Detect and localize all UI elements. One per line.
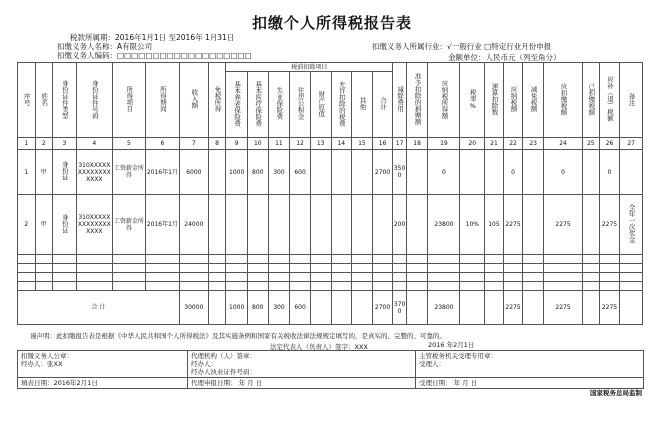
col-num: 27 bbox=[620, 138, 643, 150]
tax-authority-seal: 主管税务机关受理专用章： bbox=[419, 352, 497, 360]
cell-pension bbox=[226, 195, 248, 255]
tax-period: 税款所属期：2016年1月1日 至2016年 1月31日 bbox=[70, 33, 235, 42]
col-num: 6 bbox=[145, 138, 179, 150]
header-group-deductions: 税前扣除项目 bbox=[226, 63, 393, 72]
withholder-name: 扣缴义务人名称：A有限公司 bbox=[57, 42, 153, 51]
cell-item: 工资薪金所得 bbox=[112, 150, 145, 195]
footer-table bbox=[17, 350, 644, 389]
header-quick: 速算扣除数 bbox=[490, 82, 499, 116]
col-num: 26 bbox=[599, 138, 620, 150]
col-num: 23 bbox=[523, 138, 544, 150]
cell-housing bbox=[290, 195, 311, 255]
agency-date: 代理申报日期： 年 月 日 bbox=[188, 378, 416, 389]
cell-item: 工资薪金所得 bbox=[112, 195, 145, 255]
cell-withheld bbox=[583, 195, 600, 255]
cell-deduct: 200 bbox=[393, 195, 406, 255]
header-refund: 应补（退）税额 bbox=[605, 76, 614, 122]
header-exempt: 免税所得 bbox=[213, 86, 222, 112]
header-id-type: 身份证件类型 bbox=[60, 79, 69, 119]
col-num: 3 bbox=[53, 138, 77, 150]
cell-note bbox=[620, 150, 643, 195]
col-num: 13 bbox=[310, 138, 331, 150]
col-num: 21 bbox=[485, 138, 504, 150]
cell-other bbox=[352, 150, 373, 195]
cell-income: 6000 bbox=[179, 150, 208, 195]
empty-row bbox=[18, 273, 643, 282]
cell-seq: 1 bbox=[18, 150, 36, 195]
cell-property bbox=[310, 150, 331, 195]
cell-unemploy bbox=[268, 195, 290, 255]
cell-relief bbox=[523, 195, 544, 255]
total-taxable: 23800 bbox=[428, 291, 460, 325]
receiver: 受理人： bbox=[419, 360, 445, 368]
header-seq: 序号 bbox=[22, 92, 31, 106]
cell-rate bbox=[460, 150, 485, 195]
header-withhold: 应扣缴税额 bbox=[559, 82, 568, 116]
col-num: 20 bbox=[460, 138, 485, 150]
cell-property bbox=[310, 195, 331, 255]
total-income: 30000 bbox=[179, 291, 208, 325]
cell-quick bbox=[485, 150, 504, 195]
header-name: 姓名 bbox=[40, 92, 49, 106]
receive-date: 受理日期： 年 月 日 bbox=[416, 378, 644, 389]
header-property: 财产原值 bbox=[317, 90, 326, 117]
col-num: 17 bbox=[393, 138, 406, 150]
header-period: 所得期间 bbox=[158, 86, 167, 112]
declaration-date: 2016 年2月1日 bbox=[428, 341, 475, 349]
header-withheld: 已扣缴税额 bbox=[587, 82, 596, 116]
col-num: 8 bbox=[208, 138, 226, 150]
cell-exempt bbox=[208, 195, 226, 255]
amount-unit: 金额单位：人民币元（列至角分） bbox=[448, 53, 561, 62]
cell-taxable: 0 bbox=[428, 150, 460, 195]
header-deduct: 减除费用 bbox=[396, 86, 405, 112]
cell-id-no: 310XXXXXXXXXXXXXXXXX bbox=[76, 150, 112, 195]
cell-id-no: 310XXXXXXXXXXXXXXXXX bbox=[76, 195, 112, 255]
cell-id-type: 身份证 bbox=[60, 161, 69, 181]
cell-note: 全年一次奖金 bbox=[627, 204, 636, 243]
cell-donation bbox=[406, 195, 428, 255]
col-num: 19 bbox=[428, 138, 460, 150]
report-title: 扣缴个人所得税报告表 bbox=[251, 14, 412, 32]
agency-handler: 经办人： bbox=[191, 360, 217, 368]
cell-other bbox=[352, 195, 373, 255]
cell-name: 甲 bbox=[35, 195, 53, 255]
col-num: 10 bbox=[247, 138, 268, 150]
col-num: 15 bbox=[352, 138, 373, 150]
empty-row bbox=[18, 264, 643, 273]
header-relief: 减免税额 bbox=[529, 86, 538, 112]
legal-representative: 法定代表人（负责人）签字：XXX bbox=[270, 343, 368, 351]
industry: 扣缴义务人所属行业：√一般行业 □特定行业月份申报 bbox=[372, 42, 552, 51]
header-note: 备注 bbox=[627, 92, 636, 106]
total-deduct: 3700 bbox=[393, 291, 406, 325]
cell-name: 甲 bbox=[35, 150, 53, 195]
cell-income: 24000 bbox=[179, 195, 208, 255]
column-number-row bbox=[18, 138, 643, 150]
total-tax-due: 2275 bbox=[503, 291, 523, 325]
cell-withhold: 2275 bbox=[543, 195, 582, 255]
col-num: 9 bbox=[226, 138, 248, 150]
col-num: 16 bbox=[372, 138, 393, 150]
cell-taxable: 23800 bbox=[428, 195, 460, 255]
table-row bbox=[18, 150, 643, 195]
cell-tax-fee bbox=[331, 195, 352, 255]
col-num: 4 bbox=[76, 138, 112, 150]
col-num: 25 bbox=[583, 138, 600, 150]
header-income: 收入额 bbox=[190, 89, 199, 109]
cell-tax-due: 2275 bbox=[503, 195, 523, 255]
cell-quick: 105 bbox=[485, 195, 504, 255]
cell-seq: 2 bbox=[18, 195, 36, 255]
col-num: 5 bbox=[112, 138, 145, 150]
col-num: 12 bbox=[290, 138, 311, 150]
cell-tax-fee bbox=[331, 150, 352, 195]
cell-refund: 0 bbox=[599, 150, 620, 195]
col-num: 1 bbox=[18, 138, 36, 150]
total-label: 合 计 bbox=[18, 291, 180, 325]
header-total: 合计 bbox=[379, 97, 388, 110]
header-unemploy: 失业保险费 bbox=[275, 87, 284, 120]
cell-housing: 600 bbox=[290, 150, 311, 195]
cell-rate: 10% bbox=[460, 195, 485, 255]
col-num: 14 bbox=[331, 138, 352, 150]
header-tax-due: 应纳税额 bbox=[509, 86, 518, 112]
header-donation: 准予扣除的捐赠额 bbox=[413, 73, 422, 125]
empty-row bbox=[18, 255, 643, 264]
col-num: 2 bbox=[35, 138, 53, 150]
header-item: 所得项目 bbox=[125, 86, 134, 112]
header-pension: 基本养老保险费 bbox=[233, 80, 242, 127]
cell-donation bbox=[406, 150, 428, 195]
cell-withhold: 0 bbox=[543, 150, 582, 195]
cell-medical: 800 bbox=[247, 150, 268, 195]
col-num: 22 bbox=[503, 138, 523, 150]
header-medical: 基本医疗保险费 bbox=[254, 80, 263, 127]
cell-tax-due: 0 bbox=[503, 150, 523, 195]
agency-seal: 代理机构（人）签章： bbox=[191, 352, 256, 360]
total-housing: 600 bbox=[290, 291, 311, 325]
cell-total bbox=[372, 195, 393, 255]
total-refund: 2275 bbox=[599, 291, 620, 325]
header-other: 其他 bbox=[358, 97, 367, 110]
total-total: 2700 bbox=[372, 291, 393, 325]
cell-period: 2016年1月 bbox=[145, 150, 179, 195]
agency-cert: 经办人执业证件号码： bbox=[191, 368, 256, 376]
total-row bbox=[18, 291, 643, 325]
header-housing: 住房公积金 bbox=[296, 87, 305, 120]
cell-medical bbox=[247, 195, 268, 255]
total-unemploy: 300 bbox=[268, 291, 290, 325]
withholder-code: 扣缴义务人编码：□□□□□□□□□□□□□□□□□□□ bbox=[57, 51, 252, 60]
col-num: 7 bbox=[179, 138, 208, 150]
withholder-seal: 扣缴义务人公章： bbox=[21, 352, 73, 360]
header-taxable: 应纳税所得额 bbox=[440, 79, 449, 119]
cell-unemploy: 300 bbox=[268, 150, 290, 195]
cell-relief bbox=[523, 150, 544, 195]
fill-date: 填表日期：2016年2月1日 bbox=[18, 378, 188, 389]
header-rate: 税率% bbox=[468, 88, 477, 110]
declaration: 谨声明：此扣缴报告表是根据《中华人民共和国个人所得税法》及其实施条例和国家有关税收法律法规规定填写的，是真实的、完整的、可靠的。 bbox=[30, 332, 446, 340]
cell-withheld bbox=[583, 150, 600, 195]
total-withhold: 2275 bbox=[543, 291, 582, 325]
cell-refund: 2275 bbox=[599, 195, 620, 255]
col-num: 24 bbox=[543, 138, 582, 150]
handler: 经办人：张XX bbox=[21, 360, 63, 368]
issuing-bureau: 国家税务总局监制 bbox=[590, 389, 642, 397]
cell-pension: 1000 bbox=[226, 150, 248, 195]
cell-period: 2016年1月 bbox=[145, 195, 179, 255]
empty-row bbox=[18, 282, 643, 291]
header-id-no: 身份证件号码 bbox=[90, 79, 99, 119]
header-tax-fee: 允许扣除的税费 bbox=[337, 80, 346, 127]
total-medical: 800 bbox=[247, 291, 268, 325]
cell-exempt bbox=[208, 150, 226, 195]
col-num: 18 bbox=[406, 138, 428, 150]
cell-id-type: 身份证 bbox=[60, 213, 69, 234]
col-num: 11 bbox=[268, 138, 290, 150]
table-row bbox=[18, 195, 643, 255]
cell-deduct: 3500 bbox=[393, 150, 406, 195]
cell-total: 2700 bbox=[372, 150, 393, 195]
total-pension: 1000 bbox=[226, 291, 248, 325]
tax-report-table bbox=[17, 62, 643, 325]
